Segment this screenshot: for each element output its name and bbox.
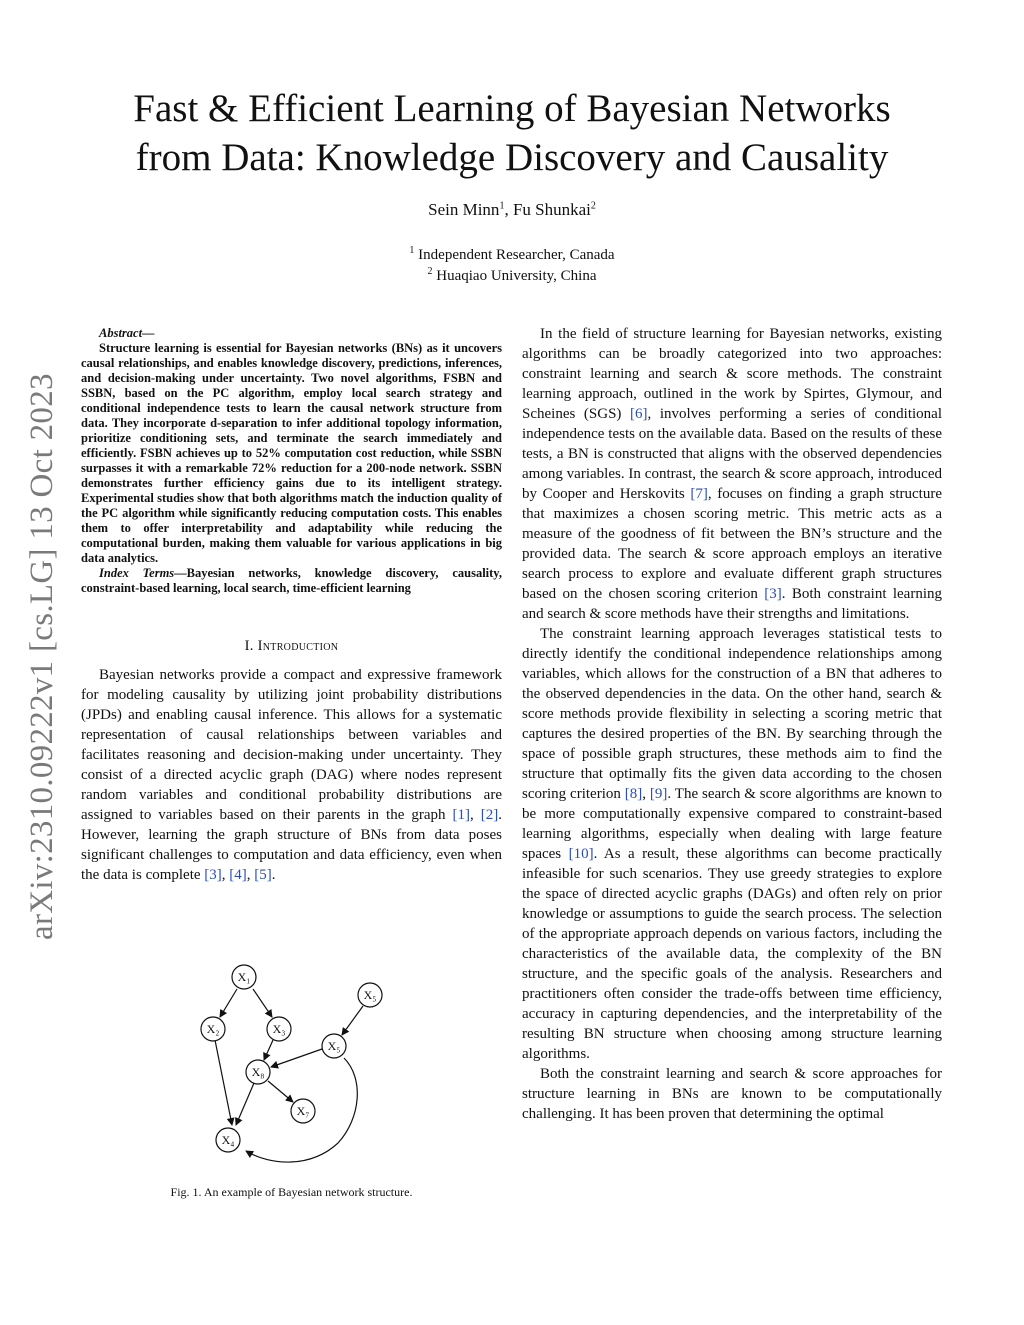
paragraph-text: . Both constraint learning and search & score methods have their strengths and limitations.	[522, 586, 942, 622]
node-x4-label: X₄	[221, 1133, 235, 1147]
citation-link[interactable]: [1]	[452, 807, 470, 823]
citation-link[interactable]: [8]	[624, 786, 643, 802]
author-2: Fu Shunkai	[512, 200, 591, 219]
citation-separator: ,	[221, 867, 230, 883]
paragraph-text: , focuses on finding a graph structure that maximizes a chosen scoring metric. This metric acts as a measure of the goodness of fit between the BN’s structure and the provided data. The search & score approach employs an iterative search process to explore and evaluate different graph structures based on the chosen scoring criterion	[522, 486, 942, 602]
author-1: Sein Minn	[428, 200, 500, 219]
node-x1-label: X₁	[237, 970, 251, 984]
arxiv-identifier: arXiv:2310.09222v1 [cs.LG] 13 Oct 2023	[24, 373, 60, 940]
affiliation-2-mark: 2	[427, 266, 433, 277]
citation-link[interactable]: [2]	[480, 807, 499, 823]
citation-separator: ,	[642, 786, 650, 802]
index-terms	[81, 566, 502, 596]
right-paragraph-1	[522, 324, 942, 624]
bayesian-network-figure	[186, 958, 396, 1173]
citation-link[interactable]: [9]	[649, 786, 668, 802]
paragraph-text: In the field of structure learning for Bayesian networks, existing algorithms can be broadly categorized into two approaches: constraint learning and search & score methods. The constraint learning approach, outlined in the work by Spirtes, Glymour, and Scheines (SGS)	[522, 326, 942, 422]
index-terms-label: Index Terms	[99, 566, 175, 580]
node-x3-label: X₃	[272, 1022, 286, 1036]
affiliation-2	[0, 266, 1024, 287]
citation-link[interactable]: [7]	[690, 486, 708, 502]
node-x7-label: X₇	[296, 1104, 310, 1118]
affiliation-2-text: Huaqiao University, China	[436, 268, 597, 284]
edge-x5a-x5b	[342, 1006, 363, 1035]
edge-x3-x8	[264, 1040, 273, 1060]
paragraph-text: . As a result, these algorithms can become practically infeasible for such scenarios. They use greedy strategies to explore the space of directed acyclic graphs (DAGs) and often rely on prior knowledge or assumptions to guide the search process. The selection of the appropriate approach depends on various factors, including the characteristics of the available data, the complexity of the BN structure, and the specific goals of the analysis. Researchers and practitioners often consider the trade-offs between time efficiency, accuracy in capturing dependencies, and the interpretability of the resulting BN structure when choosing among structure learning algorithms.	[522, 846, 942, 1062]
edge-x5b-x8	[271, 1049, 322, 1067]
node-x2-label: X₂	[206, 1022, 220, 1036]
abstract-text: Structure learning is essential for Bayesian networks (BNs) as it uncovers causal relationships, and enables knowledge discovery, predictions, inferences, and decision-making under uncertainty. Two novel algorithms, FSBN and SSBN, based on the PC algorithm, employ local search strategy and conditional independence tests to learn the causal network structure from data. They incorporate d-separation to infer additional topology information, prioritize conditioning sets, and terminate the search immediately and efficiently. FSBN achieves up to 52% computation cost reduction, while SSBN surpasses it with a remarkable 72% reduction for a 200-node network. SSBN demonstrates further efficiency gains due to its intelligent strategy. Experimental studies show that both algorithms match the induction quality of the PC algorithm while significantly reducing computation costs. This enables them to offer interpretability and adaptability while reducing the computational burden, making them valuable for various applications in big data analytics.	[81, 341, 502, 565]
intro-text-part-1: Bayesian networks provide a compact and expressive framework for modeling causality by utilizing joint probability distributions (JPDs) and enabling causal inference. This allows for a systematic representation of causal relationships between variables and facilitates reasoning and decision-making under uncertainty. They consist of a directed acyclic graph (DAG) where nodes represent random variables and conditional probability distributions are assigned to variables based on their parents in the graph	[81, 667, 502, 823]
right-paragraph-2	[522, 624, 942, 1064]
section-title: Introduction	[257, 638, 339, 654]
edge-x8-x7	[268, 1081, 293, 1102]
citation-link[interactable]: [3]	[204, 867, 222, 883]
edge-x2-x4	[215, 1040, 232, 1125]
intro-text-part-2: . However, learning the graph structure of BNs from data poses significant challenges to computation and data efficiency, even when the data is complete	[81, 807, 502, 883]
author-separator: ,	[504, 200, 513, 219]
citation-link[interactable]: [5]	[254, 867, 272, 883]
citation-link[interactable]: [4]	[229, 867, 247, 883]
edge-x1-x3	[253, 989, 272, 1017]
node-x5a-label: X₅	[363, 988, 377, 1002]
author-list	[0, 200, 1024, 220]
abstract-label: Abstract—	[99, 326, 155, 340]
node-x8-label: X₈	[251, 1065, 265, 1079]
affiliation-1-text: Independent Researcher, Canada	[418, 247, 615, 263]
paragraph-text: . The search & score algorithms are known to be more computationally expensive compared to constraint-based learning algorithms, especially when dealing with large feature spaces	[522, 786, 942, 862]
paragraph-text: The constraint learning approach leverages statistical tests to directly identify the conditional independence relationships among variables, which allows for the construction of a BN that adheres to the observed dependencies in the data. On the other hand, search & score methods provide flexibility in selecting a scoring metric that captures the desired properties of the BN. By searching through the space of possible graph structures, these methods aim to find the structure that optimally fits the given data according to the chosen scoring criterion	[522, 626, 942, 802]
title-line-2: from Data: Knowledge Discovery and Causality	[135, 136, 889, 179]
edge-x8-x4	[236, 1083, 254, 1125]
citation-link[interactable]: [6]	[630, 406, 648, 422]
sentence-end: .	[271, 867, 276, 883]
left-column	[81, 326, 502, 885]
author-1-affiliation-mark: 1	[499, 200, 505, 212]
section-heading-introduction	[81, 638, 502, 655]
paragraph-text: , involves performing a series of conditional independence tests on the available data. Based on the results of these tests, a BN is constructed that aligns with the observed dependencies among variables. In contrast, the search & score approach, introduced by Cooper and Herskovits	[522, 406, 942, 502]
right-paragraph-3: Both the constraint learning and search & score approaches for structure learning in BNs are known to be computationally challenging. It has been proven that determining the optimal	[522, 1066, 942, 1122]
citation-link[interactable]: [3]	[764, 586, 782, 602]
title-line-1: Fast & Efficient Learning of Bayesian Networks	[133, 87, 891, 130]
right-column	[522, 324, 942, 1124]
affiliations	[0, 245, 1024, 287]
citation-link[interactable]: [10]	[568, 846, 594, 862]
section-number: I.	[244, 638, 258, 654]
affiliation-1	[0, 245, 1024, 266]
author-2-affiliation-mark: 2	[590, 200, 596, 212]
citation-separator: ,	[246, 867, 255, 883]
node-x5b-label: X₅	[327, 1039, 341, 1053]
paper-title	[60, 84, 964, 182]
affiliation-1-mark: 1	[409, 245, 415, 256]
edge-x1-x2	[220, 989, 237, 1017]
intro-paragraph-1	[81, 665, 502, 885]
figure-caption: Fig. 1. An example of Bayesian network structure.	[170, 1185, 413, 1199]
index-terms-text: —Bayesian networks, knowledge discovery, causality, constraint-based learning, local search, time-efficient learning	[81, 566, 502, 595]
citation-separator: ,	[470, 807, 481, 823]
